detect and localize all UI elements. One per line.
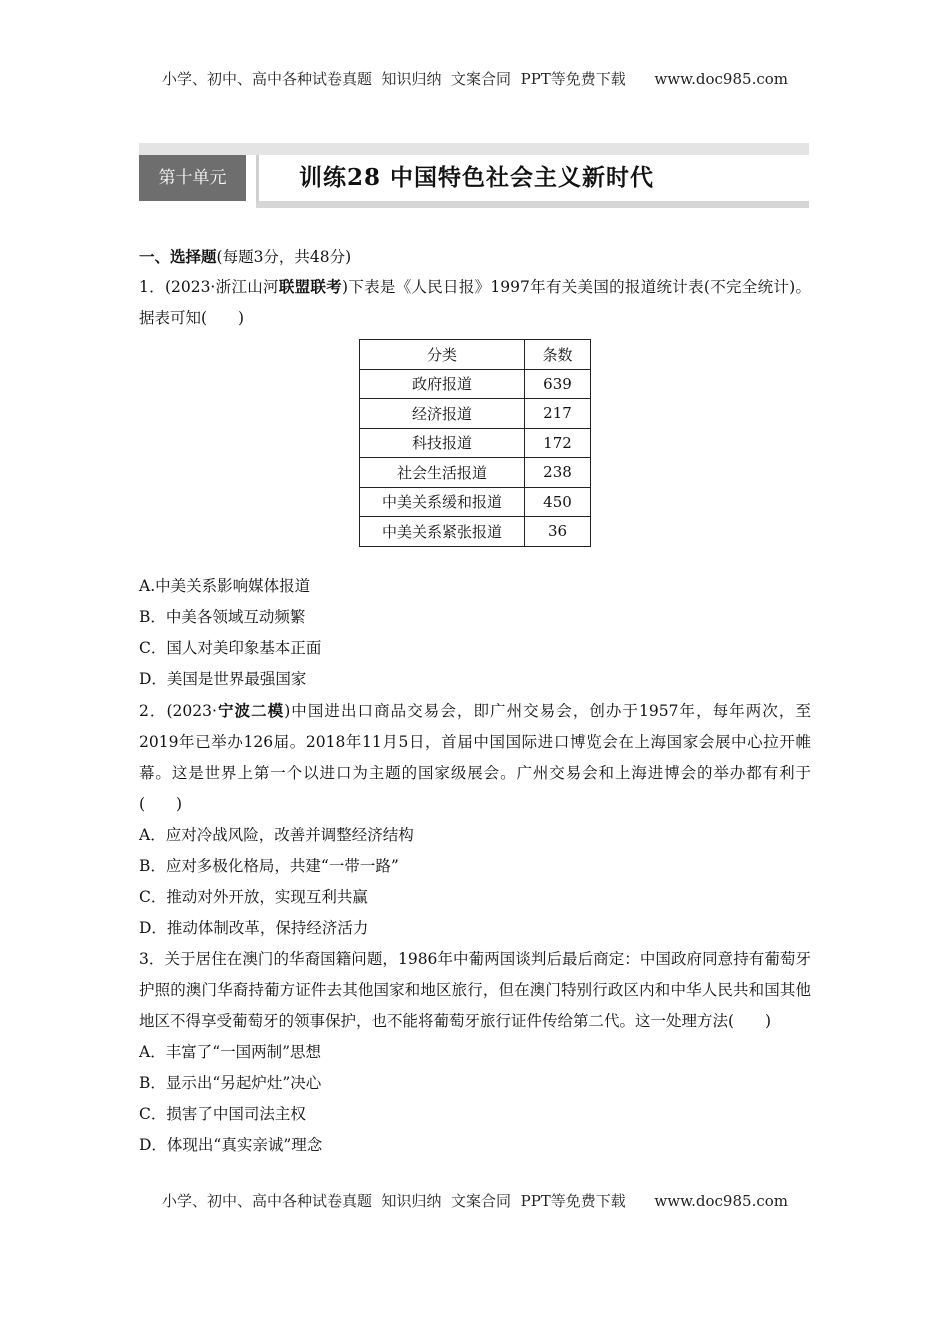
section-label: 一、选择题 [139, 247, 217, 266]
table-row: 中美关系缓和报道 450 [360, 487, 591, 517]
question-3-stem: 3．关于居住在澳门的华裔国籍问题，1986年中葡两国谈判后最后商定：中国政府同意持有葡萄牙护照的澳门华裔持葡方证件去其他国家和地区旅行，但在澳门特别行政区内和中华人民共和国其他地区不得享受葡萄牙的领事保护，也不能将葡萄牙旅行证件传给第二代。这一处理方法( ) [139, 949, 811, 1030]
option-d: D．体现出“真实亲诚”理念 [139, 1135, 323, 1154]
table-row: 中美关系紧张报道 36 [360, 517, 591, 547]
table-header-row [360, 340, 591, 370]
table-header-count: 条数 [525, 340, 591, 370]
unit-banner [139, 143, 809, 213]
unit-label: 第十单元 [139, 155, 246, 201]
section-heading [139, 243, 811, 271]
section-note: (每题3分，共48分) [216, 248, 352, 266]
option-d: D．美国是世界最强国家 [139, 669, 307, 688]
question-1-source: 联盟联考 [278, 277, 342, 296]
table-header-category: 分类 [360, 340, 525, 370]
option-b: B．中美各领域互动频繁 [139, 607, 306, 626]
question-2 [139, 695, 811, 944]
table-row: 经济报道 217 [360, 399, 591, 429]
option-a: A.中美关系影响媒体报道 [139, 576, 311, 595]
question-3 [139, 944, 811, 1161]
option-c: C．推动对外开放，实现互利共赢 [139, 887, 368, 906]
table-row: 政府报道 639 [360, 369, 591, 399]
table-row: 科技报道 172 [360, 428, 591, 458]
question-1-stem: 1．(2023·浙江山河联盟联考)下表是《人民日报》1997年有关美国的报道统计表(不完全统计)。据表可知( ) [139, 277, 811, 327]
table-row: 社会生活报道 238 [360, 458, 591, 488]
banner-top-strip [139, 143, 809, 155]
banner-underline [256, 201, 809, 208]
banner-title-box [256, 155, 812, 201]
question-2-stem: 2．(2023·宁波二模)中国进出口商品交易会，即广州交易会，创办于1957年，每年两次，至2019年已举办126届。2018年11月5日，首届中国国际进口博览会在上海国家会展中心拉开帷幕。这是世界上第一个以进口为主题的国家级展会。广州交易会和上海进博会的举办都有利于( ) [139, 700, 811, 813]
question-2-source: 宁波二模 [216, 700, 285, 720]
option-b: B．应对多极化格局，共建“一带一路” [139, 856, 399, 875]
page-footer: 小学、初中、高中各种试卷真题 知识归纳 文案合同 PPT等免费下载 www.doc985.com [161, 1192, 788, 1210]
document-body [139, 243, 811, 1161]
option-a: A．应对冷战风险，改善并调整经济结构 [139, 825, 414, 844]
option-c: C．损害了中国司法主权 [139, 1104, 306, 1123]
option-a: A．丰富了“一国两制”思想 [139, 1042, 322, 1061]
lesson-title: 训练28 中国特色社会主义新时代 [299, 164, 655, 191]
option-b: B．显示出“另起炉灶”决心 [139, 1073, 322, 1092]
option-d: D．推动体制改革，保持经济活力 [139, 918, 369, 937]
page-header: 小学、初中、高中各种试卷真题 知识归纳 文案合同 PPT等免费下载 www.doc985.com [161, 70, 788, 88]
question-1 [139, 271, 811, 695]
report-stats-table [359, 339, 591, 547]
option-c: C．国人对美印象基本正面 [139, 638, 322, 657]
